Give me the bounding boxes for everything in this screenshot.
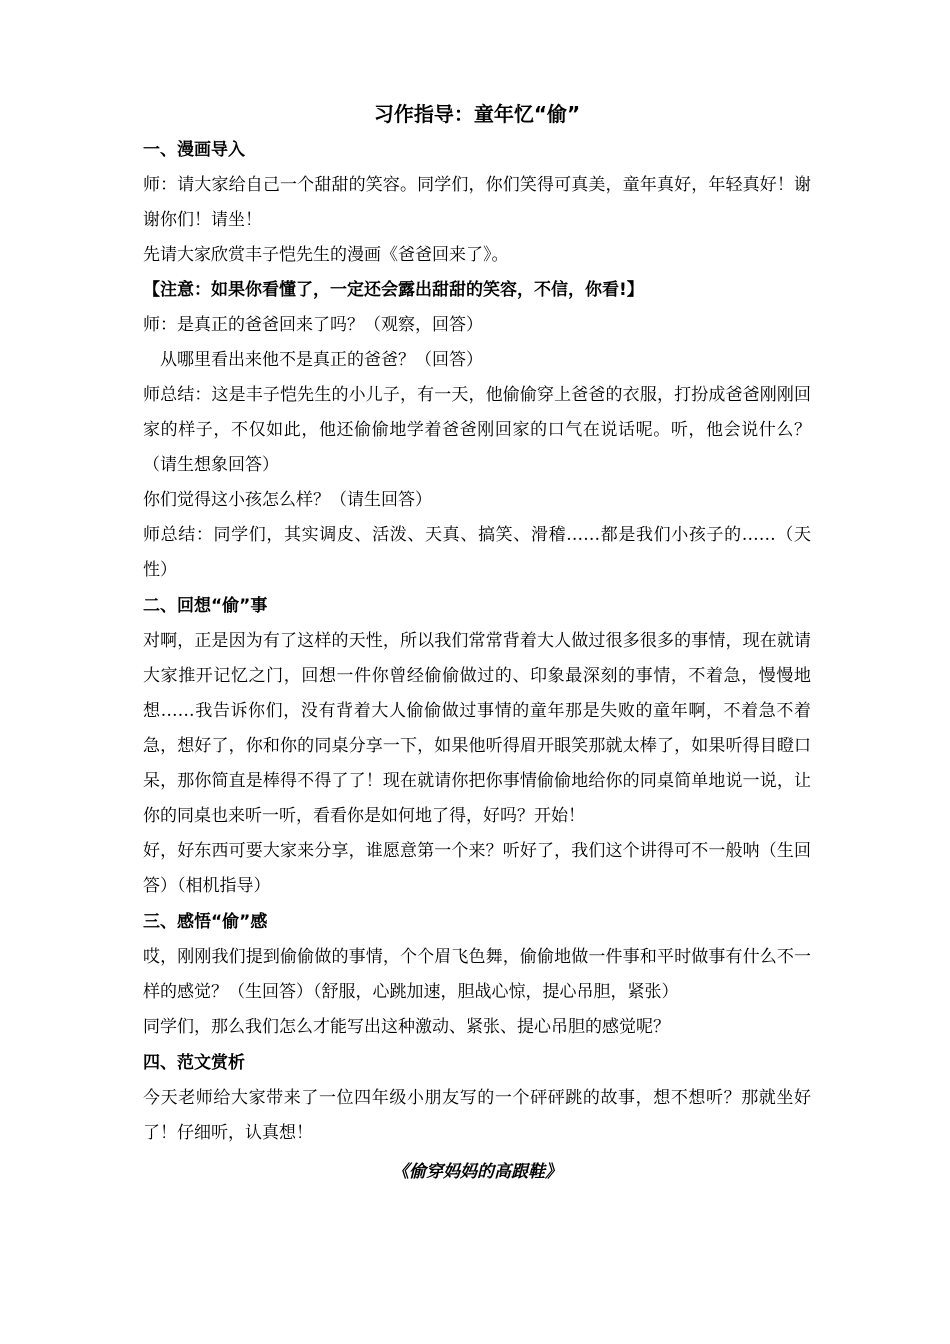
document-page: [143, 96, 811, 1191]
section-heading-4: 四、范文赏析: [143, 1053, 245, 1073]
section-heading-3: 三、感悟“偷”感: [143, 912, 268, 932]
paragraph: 哎，刚刚我们提到偷偷做的事情，个个眉飞色舞，偷偷地做一件事和平时做事有什么不一样的感觉？（生回答）（舒服，心跳加速，胆战心惊，提心吊胆，紧张）: [143, 947, 811, 1002]
paragraph: 师总结：这是丰子恺先生的小儿子，有一天，他偷偷穿上爸爸的衣服，打扮成爸爸刚刚回家的样子，不仅如此，他还偷偷地学着爸爸刚回家的口气在说话呢。听，他会说什么？（请生想象回答）: [143, 385, 811, 475]
paragraph: 师总结：同学们，其实调皮、活泼、天真、搞笑、滑稽……都是我们小孩子的……（天性）: [143, 525, 811, 580]
section-heading-1: 一、漫画导入: [143, 140, 245, 160]
paragraph: 同学们，那么我们怎么才能写出这种激动、紧张、提心吊胆的感觉呢？: [143, 1017, 670, 1037]
section-heading-2: 二、回想“偷”事: [143, 596, 268, 616]
paragraph: 师：是真正的爸爸回来了吗？（观察，回答）: [143, 315, 483, 335]
paragraph: 好，好东西可要大家来分享，谁愿意第一个来？听好了，我们这个讲得可不一般呐（生回答）（相机指导）: [143, 841, 811, 896]
paragraph: 你们觉得这小孩怎么样？（请生回答）: [143, 490, 432, 510]
note-paragraph: 【注意：如果你看懂了，一定还会露出甜甜的笑容，不信，你看!】: [143, 280, 644, 300]
paragraph: 先请大家欣赏丰子恺先生的漫画《爸爸回来了》。: [143, 245, 509, 265]
paragraph: 今天老师给大家带来了一位四年级小朋友写的一个砰砰跳的故事，想不想听？那就坐好了！仔细听，认真想！: [143, 1088, 811, 1143]
paragraph: 从哪里看出来他不是真正的爸爸？（回答）: [160, 350, 483, 370]
paragraph: 师：请大家给自己一个甜甜的笑容。同学们，你们笑得可真美，童年真好，年轻真好！谢谢你们！请坐！: [143, 175, 811, 230]
essay-title: 《偷穿妈妈的高跟鞋》: [392, 1162, 562, 1182]
document-title: 习作指导：童年忆“偷”: [373, 102, 581, 126]
paragraph: 对啊，正是因为有了这样的天性，所以我们常常背着大人做过很多很多的事情，现在就请大家推开记忆之门，回想一件你曾经偷偷做过的、印象最深刻的事情，不着急，慢慢地想……我告诉你们，没有背着大人偷偷做过事情的童年那是失败的童年啊，不着急不着急，想好了，你和你的同桌分享一下，如果他听得眉开眼笑那就太棒了，如果听得目瞪口呆，那你简直是棒得不得了了！现在就请你把你事情偷偷地给你的同桌简单地说一说，让你的同桌也来听一听，看看你是如何地了得，好吗？开始！: [143, 631, 811, 826]
